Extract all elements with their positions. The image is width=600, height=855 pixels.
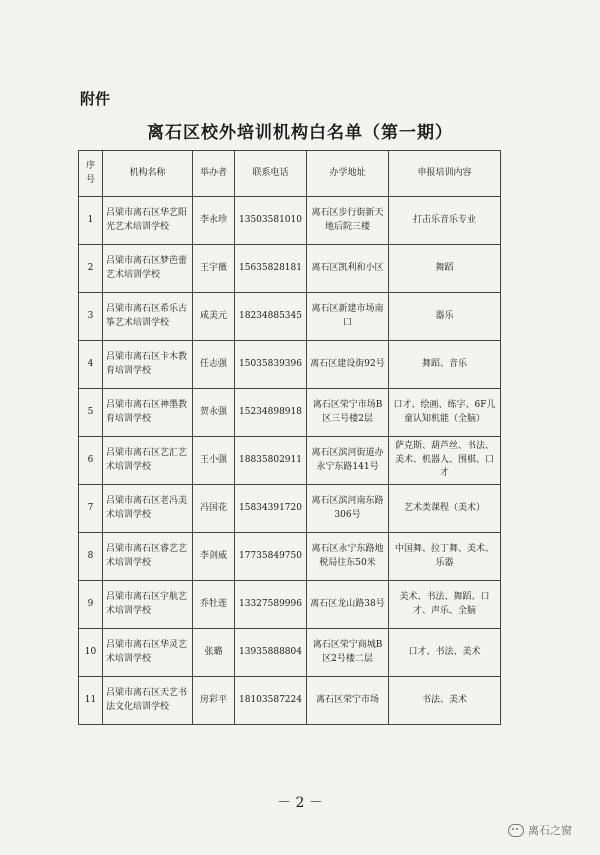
header-holder: 举办者 bbox=[193, 151, 235, 197]
table-row bbox=[79, 437, 501, 485]
table-row bbox=[79, 341, 501, 389]
institution-name: 吕梁市离石区华灵艺术培训学校 bbox=[103, 629, 193, 677]
phone-number: 18234885345 bbox=[235, 293, 307, 341]
table-row bbox=[79, 533, 501, 581]
institution-name: 吕梁市离石区希乐古筝艺术培训学校 bbox=[103, 293, 193, 341]
row-number: 8 bbox=[79, 533, 103, 581]
holder-name: 贺永强 bbox=[193, 389, 235, 437]
school-address: 离石区荣宁商城B区2号楼二层 bbox=[307, 629, 389, 677]
school-address: 离石区滨河南东路306号 bbox=[307, 485, 389, 533]
school-address: 离石区永宁东路地税局往东50米 bbox=[307, 533, 389, 581]
document-title: 离石区校外培训机构白名单（第一期） bbox=[147, 123, 453, 143]
institution-name: 吕梁市离石区睿艺艺术培训学校 bbox=[103, 533, 193, 581]
watermark bbox=[508, 822, 572, 838]
holder-name: 李剑威 bbox=[193, 533, 235, 581]
table-row bbox=[79, 389, 501, 437]
header-name: 机构名称 bbox=[103, 151, 193, 197]
row-number: 1 bbox=[79, 197, 103, 245]
phone-number: 15035839396 bbox=[235, 341, 307, 389]
row-number: 10 bbox=[79, 629, 103, 677]
holder-name: 乔牡莲 bbox=[193, 581, 235, 629]
table-row bbox=[79, 581, 501, 629]
training-content: 舞蹈、音乐 bbox=[389, 341, 501, 389]
table-row bbox=[79, 293, 501, 341]
school-address: 离石区步行街新天地后院三楼 bbox=[307, 197, 389, 245]
training-content: 口才、书法、美术 bbox=[389, 629, 501, 677]
institution-name: 吕梁市离石区华艺阳光艺术培训学校 bbox=[103, 197, 193, 245]
header-address: 办学地址 bbox=[307, 151, 389, 197]
holder-name: 咸美元 bbox=[193, 293, 235, 341]
header-phone: 联系电话 bbox=[235, 151, 307, 197]
holder-name: 任志强 bbox=[193, 341, 235, 389]
row-number: 2 bbox=[79, 245, 103, 293]
phone-number: 15834391720 bbox=[235, 485, 307, 533]
attachment-label: 附件 bbox=[80, 90, 111, 108]
school-address: 离石区荣宁市场 bbox=[307, 677, 389, 725]
training-content: 美术、书法、舞蹈、口才、声乐、全脑 bbox=[389, 581, 501, 629]
institution-name: 吕梁市离石区卡木教育培训学校 bbox=[103, 341, 193, 389]
holder-name: 王小强 bbox=[193, 437, 235, 485]
phone-number: 13503581010 bbox=[235, 197, 307, 245]
header-no: 序号 bbox=[79, 151, 103, 197]
table-row bbox=[79, 245, 501, 293]
phone-number: 13935888804 bbox=[235, 629, 307, 677]
row-number: 3 bbox=[79, 293, 103, 341]
training-content: 书法、美术 bbox=[389, 677, 501, 725]
watermark-text: 离石之窗 bbox=[528, 824, 572, 837]
whitelist-table bbox=[78, 150, 501, 725]
holder-name: 冯国花 bbox=[193, 485, 235, 533]
phone-number: 17735849750 bbox=[235, 533, 307, 581]
row-number: 7 bbox=[79, 485, 103, 533]
training-content: 器乐 bbox=[389, 293, 501, 341]
institution-name: 吕梁市离石区梦芭蕾艺术培训学校 bbox=[103, 245, 193, 293]
training-content: 艺术类课程（美术） bbox=[389, 485, 501, 533]
training-content: 打击乐音乐专业 bbox=[389, 197, 501, 245]
header-content: 申报培训内容 bbox=[389, 151, 501, 197]
phone-number: 15234898918 bbox=[235, 389, 307, 437]
phone-number: 18103587224 bbox=[235, 677, 307, 725]
institution-name: 吕梁市离石区神墨教育培训学校 bbox=[103, 389, 193, 437]
wechat-icon bbox=[508, 824, 524, 837]
school-address: 离石区滨河街道办永宁东路141号 bbox=[307, 437, 389, 485]
holder-name: 王宇薇 bbox=[193, 245, 235, 293]
institution-name: 吕梁市离石区老冯美术培训学校 bbox=[103, 485, 193, 533]
phone-number: 13327589996 bbox=[235, 581, 307, 629]
phone-number: 15635828181 bbox=[235, 245, 307, 293]
training-content: 萨克斯、葫芦丝、书法、美术、机器人、围棋、口才 bbox=[389, 437, 501, 485]
school-address: 离石区建设街92号 bbox=[307, 341, 389, 389]
institution-name: 吕梁市离石区艺汇艺术培训学校 bbox=[103, 437, 193, 485]
school-address: 离石区新建市场南口 bbox=[307, 293, 389, 341]
holder-name: 张璐 bbox=[193, 629, 235, 677]
table-row bbox=[79, 629, 501, 677]
row-number: 4 bbox=[79, 341, 103, 389]
row-number: 11 bbox=[79, 677, 103, 725]
row-number: 5 bbox=[79, 389, 103, 437]
school-address: 离石区龙山路38号 bbox=[307, 581, 389, 629]
school-address: 离石区荣宁市场B区三号楼2层 bbox=[307, 389, 389, 437]
holder-name: 李永珍 bbox=[193, 197, 235, 245]
training-content: 口才、绘画、练字、6F儿童认知机能（全脑） bbox=[389, 389, 501, 437]
row-number: 9 bbox=[79, 581, 103, 629]
holder-name: 房彩平 bbox=[193, 677, 235, 725]
table-header-row bbox=[79, 151, 501, 197]
training-content: 中国舞、拉丁舞、美术、乐器 bbox=[389, 533, 501, 581]
table-row bbox=[79, 677, 501, 725]
institution-name: 吕梁市离石区天艺书法文化培训学校 bbox=[103, 677, 193, 725]
table-row bbox=[79, 485, 501, 533]
school-address: 离石区凯利和小区 bbox=[307, 245, 389, 293]
institution-name: 吕梁市离石区宇航艺术培训学校 bbox=[103, 581, 193, 629]
table-row bbox=[79, 197, 501, 245]
row-number: 6 bbox=[79, 437, 103, 485]
phone-number: 18835802911 bbox=[235, 437, 307, 485]
training-content: 舞蹈 bbox=[389, 245, 501, 293]
page-number: － 2 － bbox=[277, 795, 323, 811]
